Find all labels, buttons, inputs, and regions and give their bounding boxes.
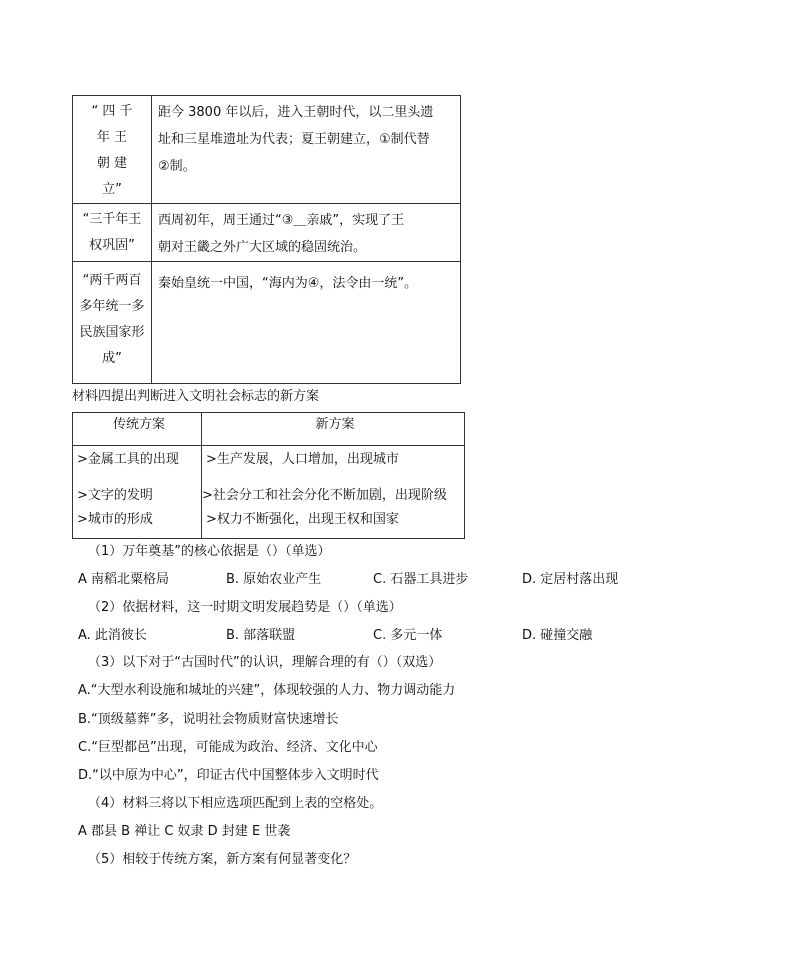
q2-option-c: C. 多元一体 (373, 628, 443, 643)
era-label-line: “ 四 千 (91, 104, 133, 119)
question-3-stem: （3）以下对于“古国时代”的认识，理解合理的有（）（双选） (88, 655, 442, 670)
era-content-line: 西周初年，周王通过“③＿亲戚”，实现了王 (158, 213, 405, 228)
new-item: >生产发展，人口增加，出现城市 (206, 452, 399, 467)
era-content-line: 址和三星堆遗址为代表；夏王朝建立，①制代替 (158, 132, 430, 147)
new-item: >权力不断强化，出现王权和国家 (206, 512, 399, 527)
question-2-stem: （2）依据材料，这一时期文明发展趋势是（）（单选） (88, 600, 402, 615)
era-label-line: 年 王 (96, 130, 128, 145)
era-label-line: 朝 建 (96, 156, 128, 171)
question-4-stem: （4）材料三将以下相应选项匹配到上表的空格处。 (88, 796, 383, 811)
q3-option-b: B.“顶级墓葬”多，说明社会物质财富快速增长 (78, 712, 339, 727)
question-5-stem: （5）相较于传统方案，新方案有何显著变化？ (88, 852, 357, 867)
q3-option-c: C.“巨型都邑”出现，可能成为政治、经济、文化中心 (78, 740, 378, 755)
header-new: 新方案 (202, 413, 465, 446)
q4-options: A 郡县 B 禅让 C 奴隶 D 封建 E 世袭 (78, 824, 291, 839)
table-row (73, 262, 461, 384)
material4-caption: 材料四提出判断进入文明社会标志的新方案 (72, 389, 320, 404)
new-item: >社会分工和社会分化不断加剧，出现阶级 (202, 488, 447, 503)
era-label-line: 立” (102, 182, 122, 197)
header-traditional: 传统方案 (73, 413, 202, 446)
q1-option-c: C. 石器工具进步 (373, 572, 469, 587)
era-content-line: 秦始皇统一中国，“海内为④，法令由一统”。 (158, 276, 418, 291)
era-label-line: “两千两百 (82, 273, 142, 288)
era-content-cell (152, 96, 461, 204)
q3-option-a: A.“大型水利设施和城址的兴建”，体现较强的人力、物力调动能力 (78, 683, 456, 698)
era-label-cell (73, 204, 152, 262)
era-content-cell (152, 204, 461, 262)
era-content-line: 距今 3800 年以后，进入王朝时代，以二里头遗 (158, 105, 434, 120)
era-content-line: ②制。 (158, 159, 196, 174)
table-header-row (73, 413, 465, 446)
q3-option-d: D.“以中原为中心”，印证古代中国整体步入文明时代 (78, 768, 379, 783)
era-table (72, 95, 461, 384)
table-row (73, 446, 465, 539)
era-label-line: 成” (102, 351, 122, 366)
q2-option-b: B. 部落联盟 (226, 628, 296, 643)
traditional-item: >金属工具的出现 (77, 452, 179, 467)
traditional-cell (73, 446, 202, 539)
table-row (73, 204, 461, 262)
new-cell (202, 446, 465, 539)
scheme-table (72, 412, 465, 539)
question-1-stem: （1）万年奠基”的核心依据是（）（单选） (88, 544, 331, 559)
era-label-cell (73, 96, 152, 204)
era-label-line: 民族国家形 (79, 325, 145, 340)
table-row (73, 96, 461, 204)
era-label-line: 多年统一多 (79, 299, 145, 314)
era-label-line: “三千年王 (82, 212, 142, 227)
era-label-line: 权巩固” (89, 238, 135, 253)
q2-option-d: D. 碰撞交融 (522, 628, 593, 643)
traditional-item: >文字的发明 (77, 488, 153, 503)
q1-option-d: D. 定居村落出现 (522, 572, 619, 587)
era-content-line: 朝对王畿之外广大区域的稳固统治。 (158, 240, 367, 255)
q1-option-b: B. 原始农业产生 (226, 572, 322, 587)
traditional-item: >城市的形成 (77, 512, 153, 527)
era-label-cell (73, 262, 152, 384)
era-content-cell (152, 262, 461, 384)
q1-option-a: A 南稻北粟格局 (78, 572, 170, 587)
q2-option-a: A. 此消彼长 (78, 628, 147, 643)
